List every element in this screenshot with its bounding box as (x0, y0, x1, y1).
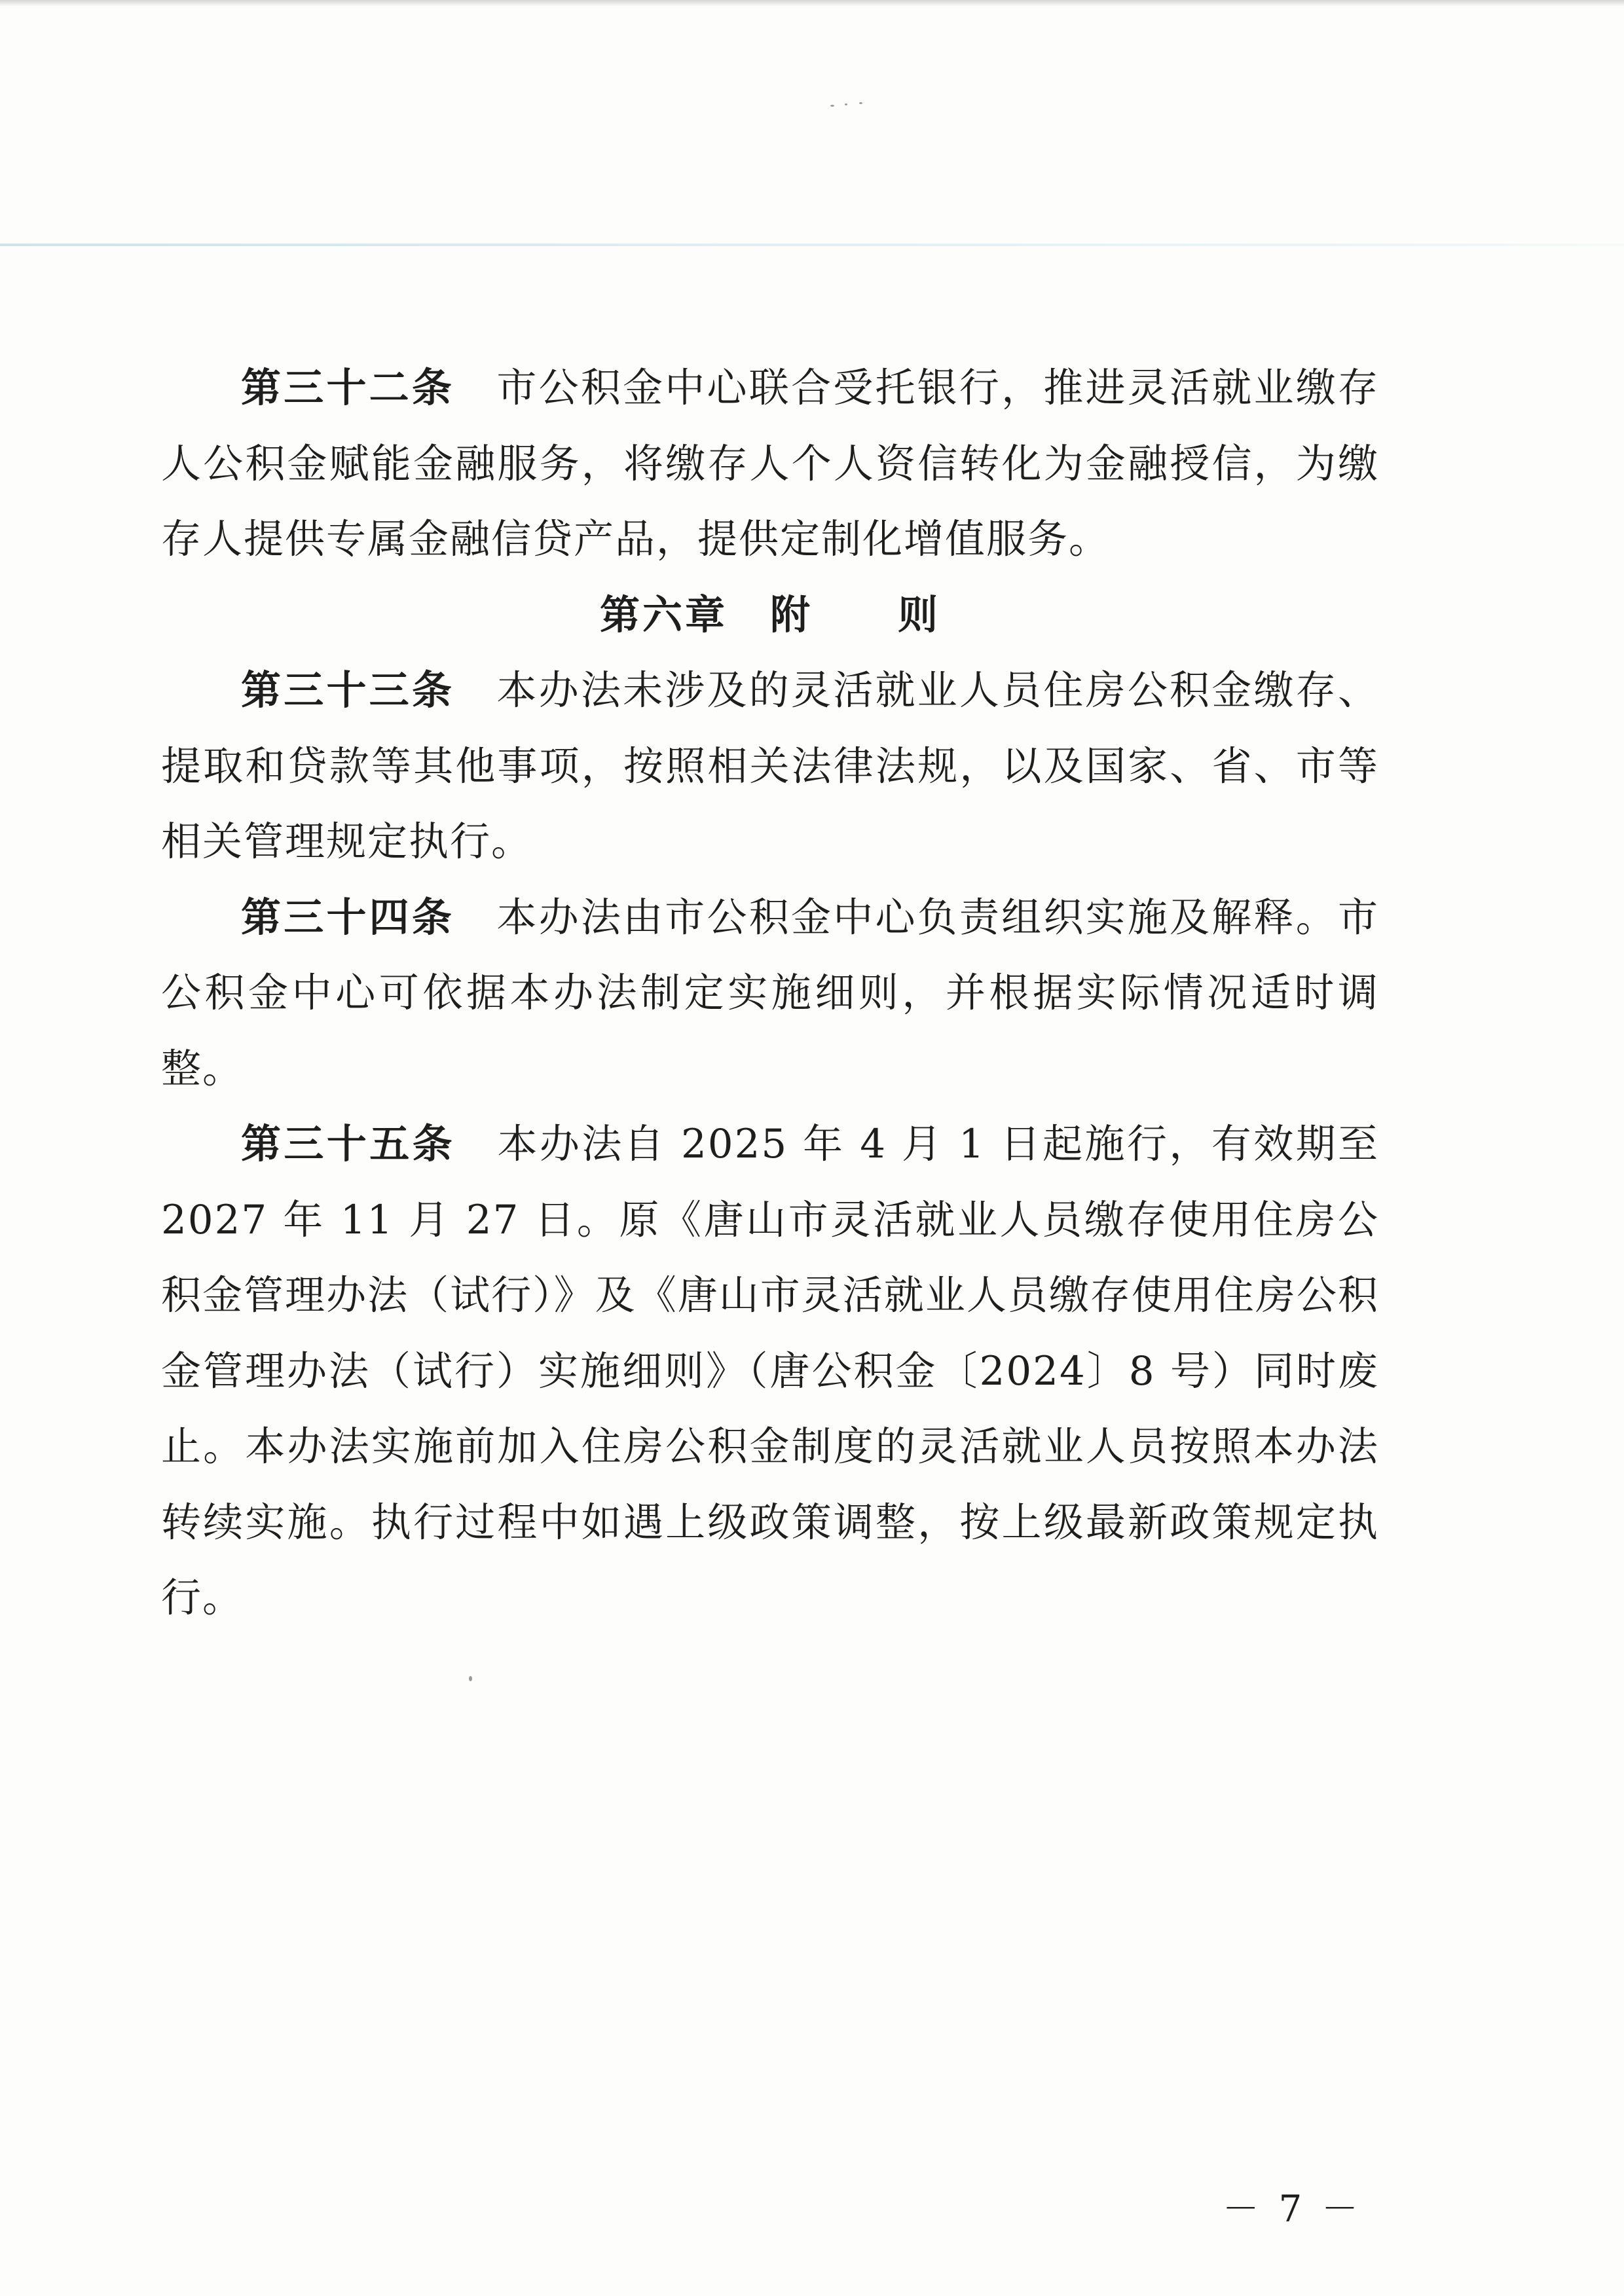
article-33-text: 本办法未涉及的灵活就业人员住房公积金缴存、提取和贷款等其他事项，按照相关法律法规，以及国家、省、市等相关管理规定执行。 (161, 667, 1379, 865)
article-33-paragraph (161, 653, 1379, 880)
page-number: － 7 － (1222, 2188, 1362, 2231)
scan-edge (0, 0, 1624, 7)
chapter-6-heading: 第六章 附 则 (599, 591, 940, 638)
article-32-paragraph (161, 350, 1379, 577)
article-35-text: 本办法自 2025 年 4 月 1 日起施行，有效期至 2027 年 11 月 27 日。原《唐山市灵活就业人员缴存使用住房公积金管理办法（试行）》及《唐山市灵活就业人员缴存使用住房公积金管理办法（试行）实施细则》（唐公积金〔2024〕8 号）同时废止。本办法实施前加入住房公积金制度的灵活就业人员按照本办法转续实施。执行过程中如遇上级政策调整，按上级最新政策规定执行。 (161, 1121, 1379, 1621)
document-body (161, 350, 1379, 1636)
scan-speck (845, 103, 847, 105)
article-34-text: 本办法由市公积金中心负责组织实施及解释。市公积金中心可依据本办法制定实施细则，并根据实际情况适时调整。 (161, 894, 1379, 1092)
scan-speck (830, 105, 834, 107)
article-32-text: 市公积金中心联合受托银行，推进灵活就业缴存人公积金赋能金融服务，将缴存人个人资信转化为金融授信，为缴存人提供专属金融信贷产品，提供定制化增值服务。 (161, 365, 1379, 562)
article-35-number: 第三十五条 (241, 1121, 456, 1167)
article-34-paragraph (161, 880, 1379, 1107)
scan-speck (859, 102, 862, 104)
article-32-number: 第三十二条 (241, 365, 455, 411)
article-33-number: 第三十三条 (241, 667, 455, 714)
article-34-number: 第三十四条 (241, 894, 455, 941)
article-35-paragraph (161, 1106, 1379, 1636)
fold-line (0, 244, 1624, 246)
scan-speck (469, 1676, 472, 1681)
